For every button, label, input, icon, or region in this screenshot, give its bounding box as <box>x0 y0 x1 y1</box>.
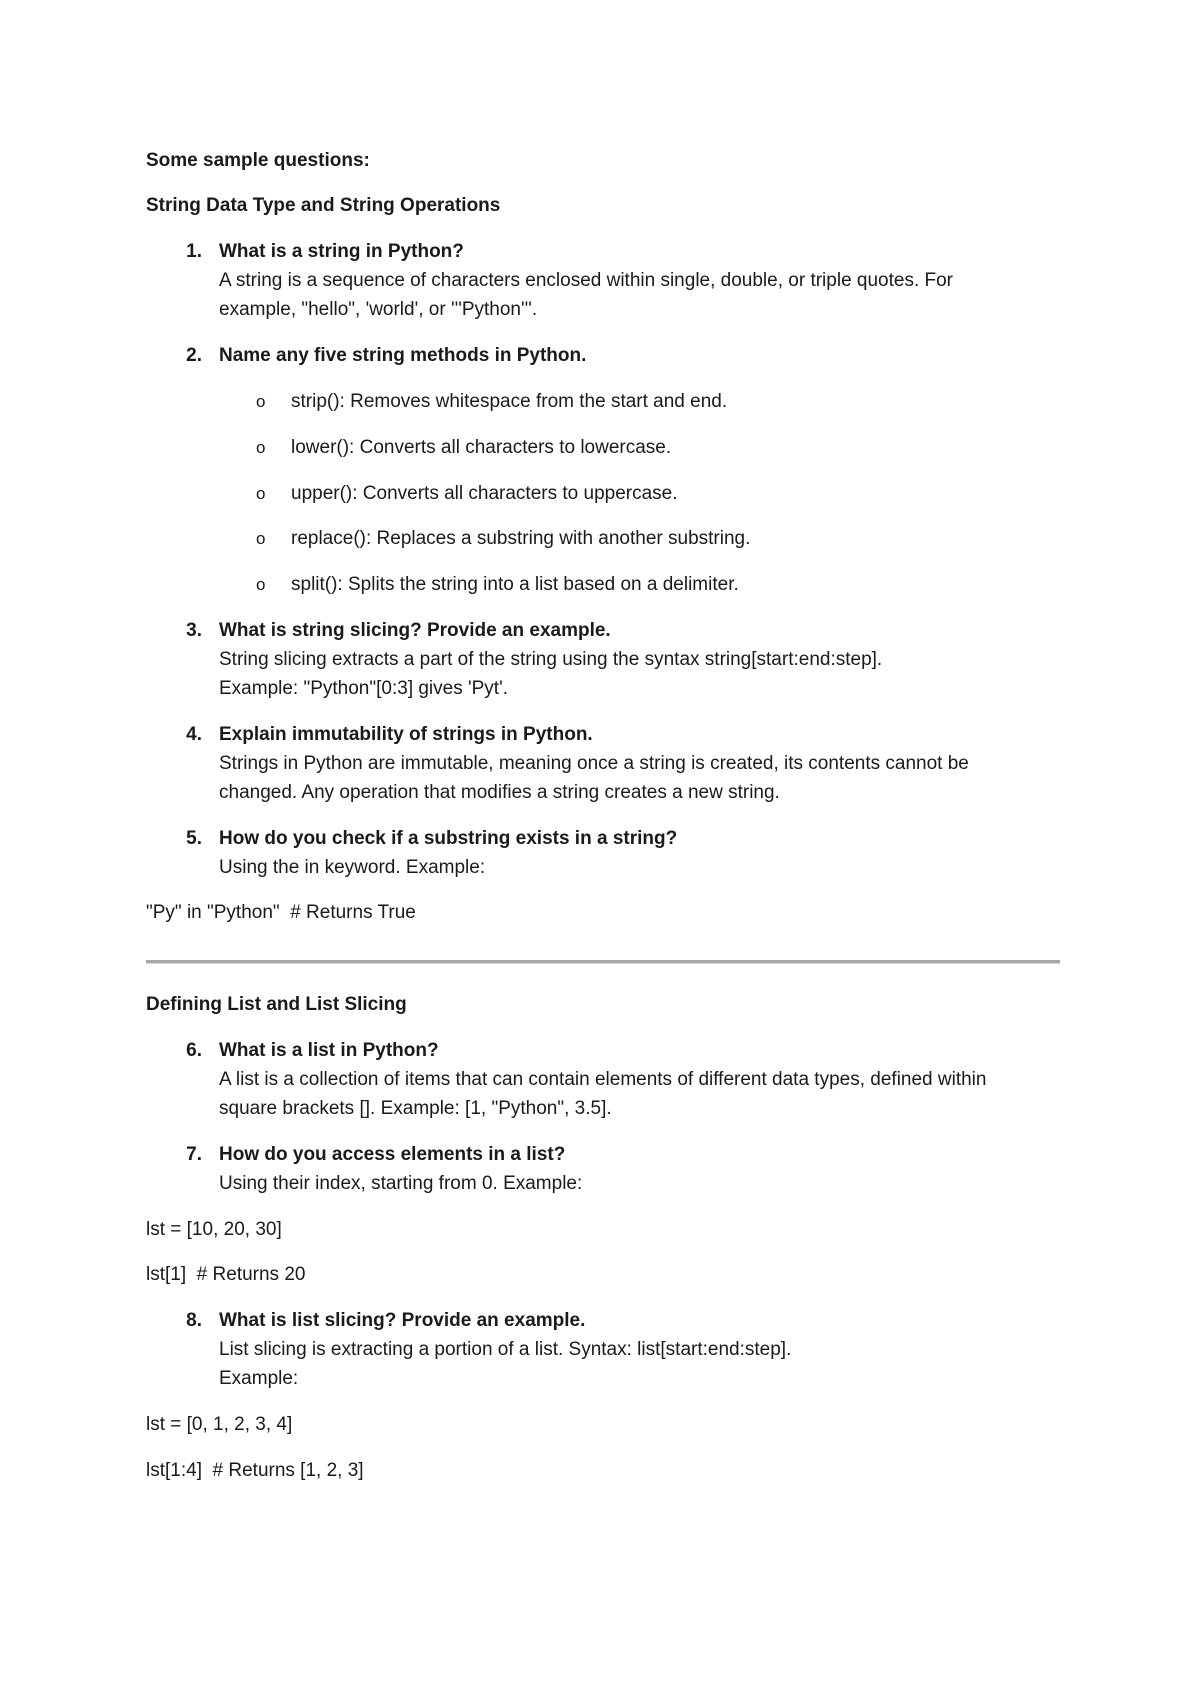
question-text: Name any five string methods in Python. <box>219 345 587 366</box>
list-item: upper(): Converts all characters to uppercase. <box>291 483 678 504</box>
answer-line: square brackets []. Example: [1, "Python", 3.5]. <box>219 1098 612 1119</box>
question-text: What is string slicing? Provide an example. <box>219 620 611 641</box>
question-number: 4. <box>186 724 202 745</box>
section-title-lists: Defining List and List Slicing <box>146 994 407 1015</box>
answer-line: example, "hello", 'world', or '''Python'''. <box>219 299 538 320</box>
question-number: 1. <box>186 241 202 262</box>
list-item: strip(): Removes whitespace from the start and end. <box>291 391 728 412</box>
question-number: 7. <box>186 1144 202 1165</box>
question-number: 8. <box>186 1310 202 1331</box>
bullet-icon: o <box>256 484 266 503</box>
answer-line: Example: "Python"[0:3] gives 'Pyt'. <box>219 678 508 699</box>
question-text: Explain immutability of strings in Python. <box>219 724 593 745</box>
answer-line: A list is a collection of items that can contain elements of different data types, defined within <box>219 1069 987 1090</box>
code-example: lst[1:4] # Returns [1, 2, 3] <box>146 1460 364 1481</box>
question-text: What is list slicing? Provide an example. <box>219 1310 586 1331</box>
answer-line: changed. Any operation that modifies a string creates a new string. <box>219 782 780 803</box>
bullet-icon: o <box>256 575 266 594</box>
question-number: 2. <box>186 345 202 366</box>
question-text: What is a string in Python? <box>219 241 464 262</box>
answer-line: Example: <box>219 1368 299 1389</box>
question-text: How do you check if a substring exists in a string? <box>219 828 678 849</box>
list-item: lower(): Converts all characters to lowercase. <box>291 437 672 458</box>
answer-line: Using their index, starting from 0. Example: <box>219 1173 583 1194</box>
list-item: split(): Splits the string into a list based on a delimiter. <box>291 574 739 595</box>
answer-line: String slicing extracts a part of the string using the syntax string[start:end:step]. <box>219 649 883 670</box>
section-title-strings: String Data Type and String Operations <box>146 195 501 216</box>
code-example: lst = [10, 20, 30] <box>146 1219 282 1240</box>
page-heading: Some sample questions: <box>146 150 370 171</box>
question-number: 5. <box>186 828 202 849</box>
question-number: 6. <box>186 1040 202 1061</box>
section-divider <box>146 960 1060 964</box>
question-text: What is a list in Python? <box>219 1040 439 1061</box>
code-example: lst[1] # Returns 20 <box>146 1264 306 1285</box>
question-text: How do you access elements in a list? <box>219 1144 566 1165</box>
list-item: replace(): Replaces a substring with another substring. <box>291 528 751 549</box>
answer-line: List slicing is extracting a portion of a list. Syntax: list[start:end:step]. <box>219 1339 792 1360</box>
question-number: 3. <box>186 620 202 641</box>
bullet-icon: o <box>256 529 266 548</box>
answer-line: A string is a sequence of characters enclosed within single, double, or triple quotes. For <box>219 270 954 291</box>
bullet-icon: o <box>256 438 266 457</box>
bullet-icon: o <box>256 392 266 411</box>
answer-line: Strings in Python are immutable, meaning once a string is created, its contents cannot be <box>219 753 969 774</box>
answer-line: Using the in keyword. Example: <box>219 857 486 878</box>
code-example: "Py" in "Python" # Returns True <box>146 902 416 923</box>
code-example: lst = [0, 1, 2, 3, 4] <box>146 1414 293 1435</box>
